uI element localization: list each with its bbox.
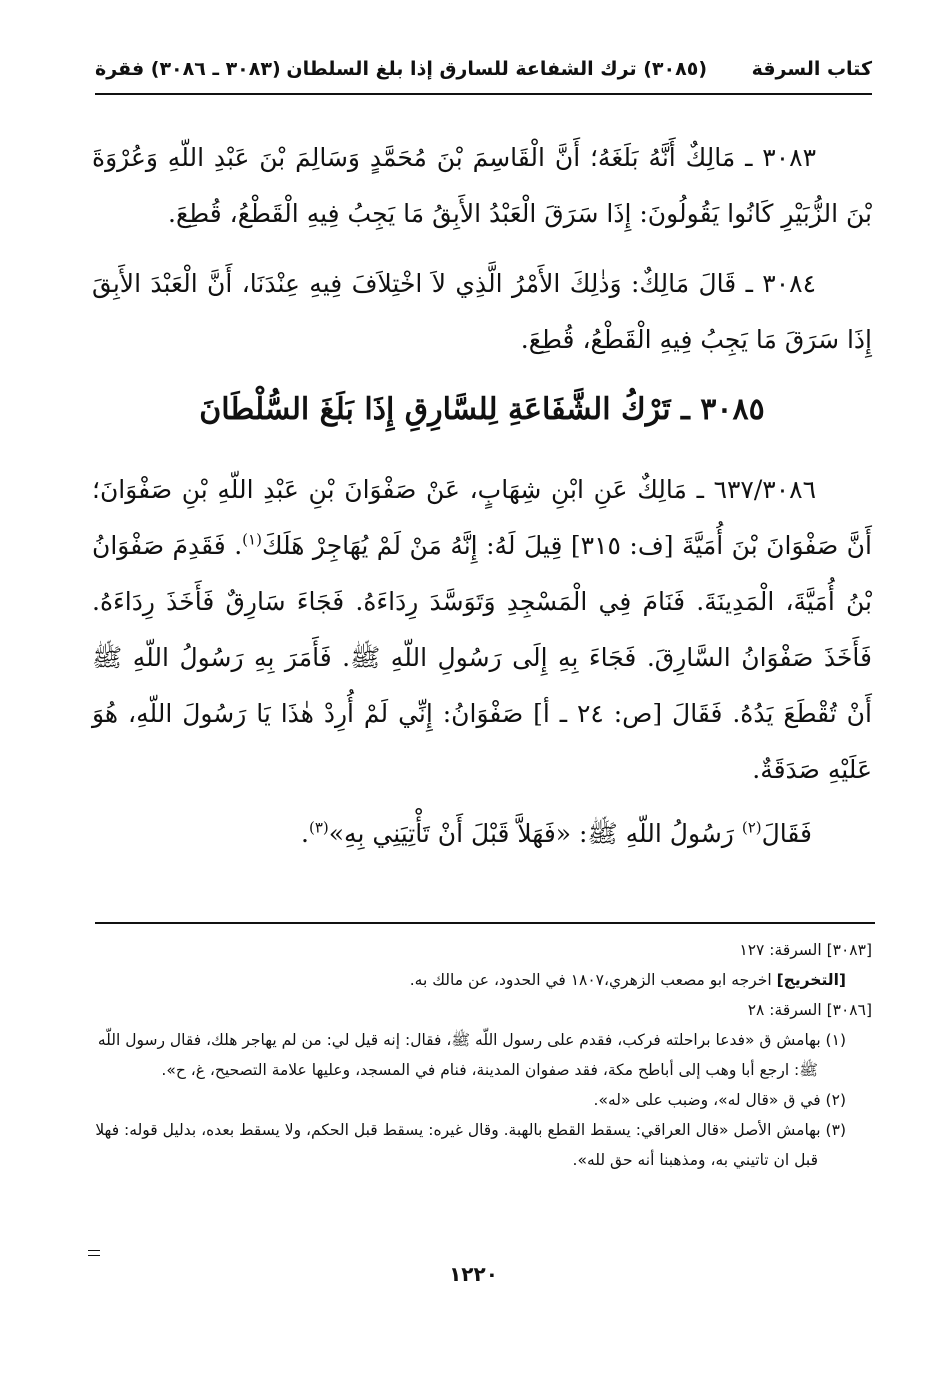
footnote-divider <box>95 922 875 924</box>
note-ref-3083: [٣٠٨٣] السرقة: ١٢٧ <box>739 941 872 959</box>
final-saying-text-a: فَقَالَ <box>761 819 812 848</box>
footnote-1: (١) بهامش ق «فدعا براحلته فركب، فقدم على رسول اللّه ﷺ، فقال: إنه قيل لي: من لم يهاجر هلك، فقال رسول اللّه ﷺ: ارجع أبا وهب إلى أباطح مكة، فقد صفوان المدينة، فنام في المسجد، وعليها علامة التصحيح، غ، ح». <box>97 1031 846 1079</box>
paragraph-3083-text: ٣٠٨٣ ـ مَالِكٌ أَنَّهُ بَلَغَهُ؛ أَنَّ الْقَاسِمَ بْنَ مُحَمَّدٍ وَسَالِمَ بْنَ عَبْدِ اللّهِ وَعُرْوَةَ بْنَ الزُّبَيْرِ كَانُوا يَقُولُونَ: إِذَا سَرَقَ الْعَبْدُ الأَبِقُ مَا يَجِبُ فِيهِ الْقَطْعُ، قُطِعَ. <box>92 143 872 228</box>
paragraph-3086 <box>92 462 872 798</box>
takhrij-text: اخرجه ابو مصعب الزهري،١٨٠٧ في الحدود، عن مالك به. <box>409 971 777 989</box>
header-chapter-title: (٣٠٨٥) ترك الشفاعة للسارق إذا بلغ السلطان <box>286 58 707 80</box>
takhrij-label: [التخريج] <box>776 971 846 989</box>
note-ref-3086: [٣٠٨٦] السرقة: ٢٨ <box>747 1001 872 1019</box>
paragraph-3086-text-b: . فَقَدِمَ صَفْوَانُ بْنُ أُمَيَّةَ، الْمَدِينَةَ. فَنَامَ فِي الْمَسْجِدِ وَتَوَسَّدَ رِدَاءَهُ. فَجَاءَ سَارِقٌ فَأَخَذَ رِدَاءَهُ. فَأَخَذَ صَفْوَانُ السَّارِقَ. فَجَاءَ بِهِ إِلَى رَسُولِ اللّهِ ﷺ. فَأَمَرَ بِهِ رَسُولُ اللّهِ ﷺ أَنْ تُقْطَعَ يَدُهُ. فَقَالَ [ص: ٢٤ ـ أ] صَفْوَانُ: إِنِّي لَمْ أُرِدْ هٰذَا يَا رَسُولَ اللّهِ، هُوَ عَلَيْهِ صَدَقَةٌ. <box>92 531 872 784</box>
note-takhrij <box>80 965 872 995</box>
footnotes <box>80 935 872 1175</box>
paragraph-3086-text-a: ٦٣٧/٣٠٨٦ ـ مَالِكٌ عَنِ ابْنِ شِهَابٍ، عَنْ صَفْوَانَ بْنِ عَبْدِ اللّهِ بْنِ صَفْوَانَ؛ أَنَّ صَفْوَانَ بْنَ أُمَيَّةَ [ف: ٣١٥] قِيلَ لَهُ: إِنَّهُ مَنْ لَمْ يُهَاجِرْ هَلَكَ <box>92 475 872 560</box>
chapter-heading: ٣٠٨٥ ـ تَرْكُ الشَّفَاعَةِ لِلسَّارِقِ إِذَا بَلَغَ السُّلْطَانَ <box>199 392 765 427</box>
footnote-ref-3[interactable]: (٣) <box>308 818 329 837</box>
page-number: ١٢٢٠ <box>449 1262 498 1286</box>
paragraph-3084-text: ٣٠٨٤ ـ قَالَ مَالِكٌ: وَذٰلِكَ الأَمْرُ الَّذِي لاَ اخْتِلاَفَ فِيهِ عِنْدَنَا، أَنَّ الْعَبْدَ الأَبِقَ إِذَا سَرَقَ مَا يَجِبُ فِيهِ الْقَطْعُ، قُطِعَ. <box>92 269 872 354</box>
footnote-3: (٣) بهامش الأصل «قال العراقي: يسقط القطع بالهبة. وقال غيره: يسقط قبل الحكم، ولا يسقط بعده، بدليل قوله: فهلا قبل ان تاتيني به، ومذهبنا أنه حق لله». <box>95 1121 846 1169</box>
final-saying-text-b: رَسُولُ اللّهِ ﷺ: «فَهَلاَّ قَبْلَ أَنْ تَأْتِيَنِي بِهِ» <box>328 819 742 848</box>
header-paragraph-range: (٣٠٨٣ ـ ٣٠٨٦) فقرة <box>95 58 281 80</box>
final-saying-text-c: . <box>301 819 309 848</box>
paragraph-3083 <box>92 130 872 242</box>
header-divider <box>95 93 872 95</box>
footnote-ref-1[interactable]: (١) <box>242 530 262 549</box>
running-header <box>95 52 872 92</box>
footnote-ref-2[interactable]: (٢) <box>741 818 762 837</box>
main-text <box>92 130 872 862</box>
continuation-mark <box>88 1250 100 1256</box>
footnote-2: (٢) في ق «قال له»، وضبب على «له». <box>593 1091 846 1109</box>
paragraph-3084 <box>92 256 872 368</box>
header-book-title: كتاب السرقة <box>751 58 872 80</box>
paragraph-final-saying <box>92 806 872 862</box>
